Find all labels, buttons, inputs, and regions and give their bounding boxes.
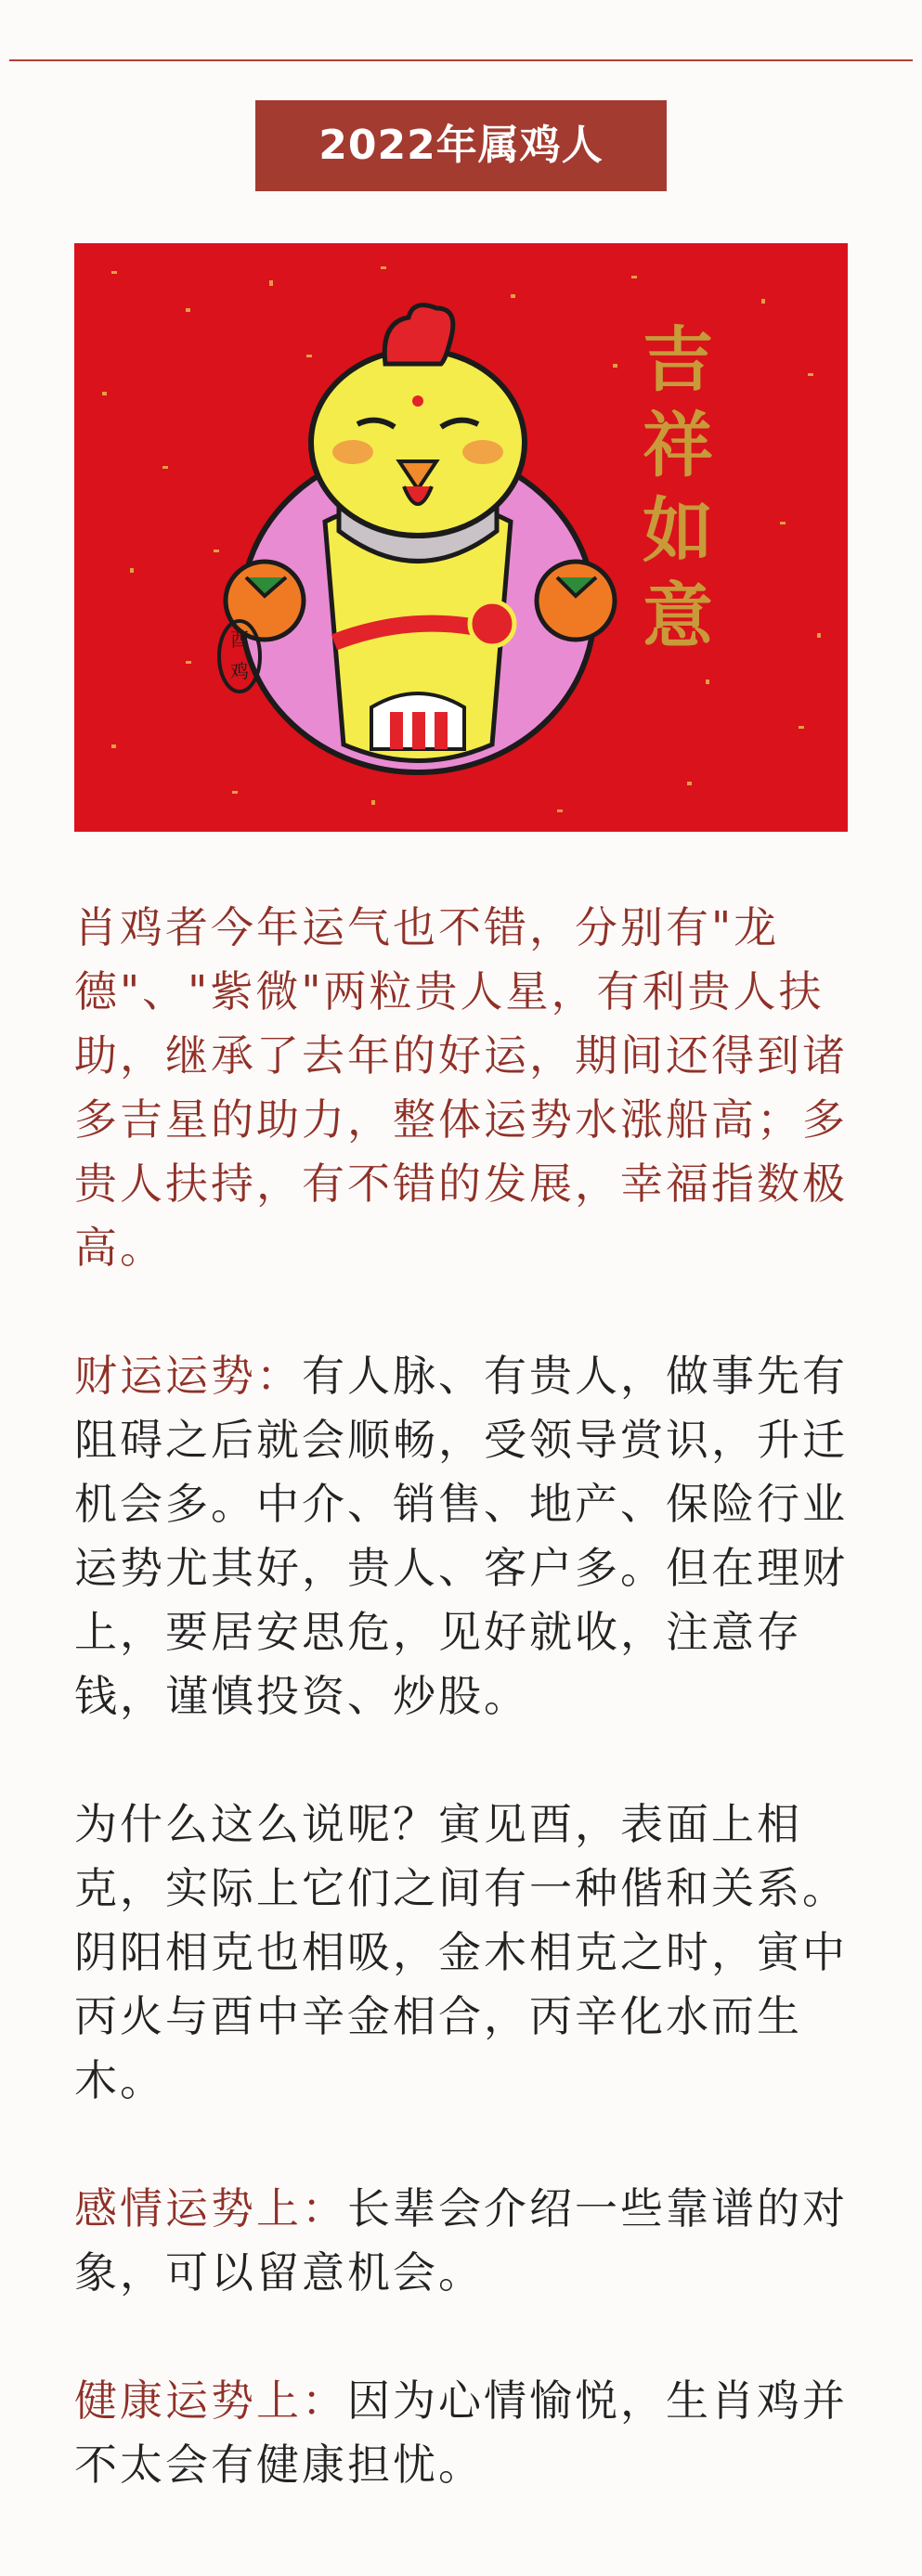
love-heading: 感情运势上： — [74, 2183, 347, 2233]
love-paragraph — [74, 2177, 850, 2305]
explain-paragraph: 为什么这么说呢？寅见酉，表面上相克，实际上它们之间有一种偕和关系。阴阳相克也相吸，金木相克之时，寅中丙火与酉中辛金相合，丙辛化水而生木。 — [74, 1799, 848, 2105]
health-paragraph — [74, 2369, 850, 2497]
wealth-heading: 财运运势： — [74, 1351, 302, 1401]
page-title: 2022年属鸡人 — [255, 100, 667, 191]
health-heading: 健康运势上： — [74, 2375, 347, 2426]
top-divider — [9, 59, 913, 61]
wealth-paragraph — [74, 1344, 850, 1728]
calligraphy-inscription: 吉祥如意 — [643, 318, 713, 657]
rooster-illustration — [74, 243, 848, 832]
wealth-text: 有人脉、有贵人，做事先有阻碍之后就会顺畅，受领导赏识，升迁机会多。中介、销售、地产、保险行业运势尤其好，贵人、客户多。但在理财上，要居安思危，见好就收，注意存钱，谨慎投资、炒股。 — [74, 1351, 848, 1721]
love-text: 长辈会介绍一些靠谱的对象，可以留意机会。 — [74, 2183, 848, 2298]
seal-stamp: 酉鸡 — [230, 628, 249, 682]
health-text: 因为心情愉悦，生肖鸡并不太会有健康担忧。 — [74, 2375, 848, 2490]
article-body — [74, 896, 850, 2561]
intro-paragraph: 肖鸡者今年运气也不错，分别有"龙德"、"紫微"两粒贵人星，有利贵人扶助，继承了去年的好运，期间还得到诸多吉星的助力，整体运势水涨船高；多贵人扶持，有不错的发展，幸福指数极高。 — [74, 902, 848, 1273]
